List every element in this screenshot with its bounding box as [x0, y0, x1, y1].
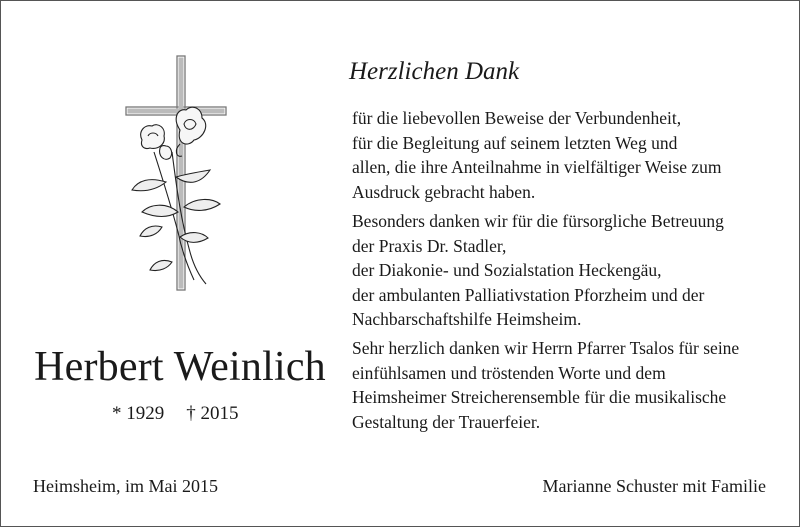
thanks-paragraph-1	[352, 106, 782, 204]
text-line: Heimsheimer Streicherensemble für die musikalische	[352, 387, 727, 407]
text-line: einfühlsamen und tröstenden Worte und dem	[352, 362, 666, 383]
text-line: Nachbarschaftshilfe Heimsheim.	[352, 309, 582, 329]
text-line: der Praxis Dr. Stadler,	[352, 235, 507, 256]
text-line: Gestaltung der Trauerfeier.	[352, 411, 541, 432]
text-line: allen, die ihre Anteilnahme in vielfältiger Weise zum	[352, 157, 722, 177]
text-line: Besonders danken wir für die fürsorgliche Betreuung	[352, 211, 724, 231]
thank-you-heading: Herzlichen Dank	[349, 58, 520, 85]
text-line: Sehr herzlich danken wir Herrn Pfarrer Tsalos für seine	[352, 338, 740, 358]
cross-with-roses-icon	[120, 52, 230, 297]
text-line: der Diakonie- und Sozialstation Heckengäu,	[352, 260, 662, 280]
place-and-date: Heimsheim, im Mai 2015	[33, 476, 218, 496]
thanks-paragraph-3	[352, 336, 782, 434]
birth-year: * 1929	[112, 403, 165, 424]
text-line: der ambulanten Palliativstation Pforzheim und der	[352, 284, 705, 305]
life-dates	[112, 403, 239, 425]
text-line: für die liebevollen Beweise der Verbundenheit,	[352, 108, 682, 128]
thanks-paragraph-2	[352, 209, 782, 332]
text-line: Ausdruck gebracht haben.	[352, 181, 536, 202]
text-line: für die Begleitung auf seinem letzten Weg und	[352, 132, 678, 153]
deceased-name: Herbert Weinlich	[34, 344, 326, 390]
signature: Marianne Schuster mit Familie	[542, 476, 766, 496]
death-year: † 2015	[186, 403, 239, 424]
